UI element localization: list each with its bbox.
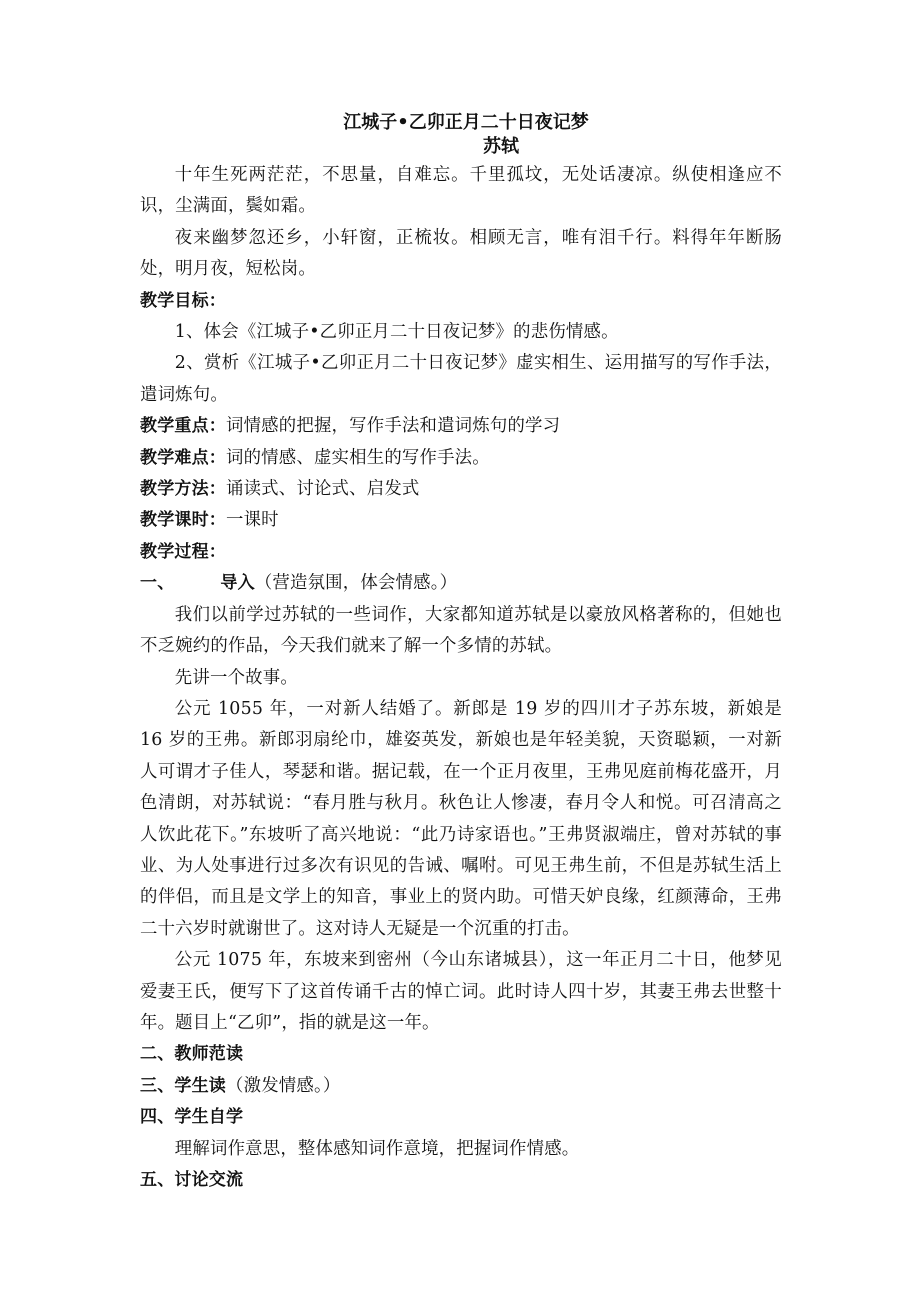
methods-label: 教学方法：: [140, 479, 226, 500]
difficulties-value: 词的情感、虚实相生的写作手法。: [226, 447, 490, 468]
step-1-paragraph-3: 公元 1055 年，一对新人结婚了。新郎是 19 岁的四川才子苏东坡，新娘是 16 岁的王弗。新郎羽扇纶巾，雄姿英发，新娘也是年轻美貌，天资聪颖，一对新人可谓才子佳人，琴瑟和谐。据记载，在一个正月夜里，王弗见庭前梅花盛开，月色清朗，对苏轼说：“春月胜与秋月。秋色让人惨凄，春月令人和悦。可召清高之人饮此花下。”东坡听了高兴地说：“此乃诗家语也。”王弗贤淑端庄，曾对苏轼的事业、为人处事进行过多次有识见的告诫、嘱咐。可见王弗生前，不但是苏轼生活上的伴侣，而且是文学上的知音，事业上的贤内助。可惜天妒良缘，红颜薄命，王弗二十六岁时就谢世了。这对诗人无疑是一个沉重的打击。: [140, 698, 782, 939]
methods-value: 诵读式、讨论式、启发式: [226, 479, 420, 500]
difficulties-label: 教学难点：: [140, 447, 226, 468]
poem-author: 苏轼: [483, 136, 519, 157]
step-1-paragraph-2: 先讲一个故事。: [174, 667, 298, 688]
objective-item-2: 2、赏析《江城子•乙卯正月二十日夜记梦》虚实相生、运用描写的写作手法，遣词炼句。: [140, 353, 782, 405]
key-points-row: [140, 411, 782, 442]
methods-row: [140, 474, 782, 505]
step-4-title: 学生自学: [174, 1107, 244, 1128]
duration-label: 教学课时：: [140, 510, 226, 531]
poem-stanza-2: 夜来幽梦忽还乡，小轩窗，正梳妆。相顾无言，唯有泪千行。料得年年断肠处，明月夜，短松岗。: [140, 227, 782, 280]
key-points-value: 词情感的把握，写作手法和遣词炼句的学习: [226, 416, 561, 437]
step-5-heading: [140, 1165, 782, 1196]
step-1-paragraph-1: 我们以前学过苏轼的一些词作，大家都知道苏轼是以豪放风格著称的，但她也不乏婉约的作品，今天我们就来了解一个多情的苏轼。: [140, 604, 782, 657]
step-3-heading: [140, 1071, 782, 1102]
step-1-heading: [140, 568, 782, 599]
step-2-title: 教师范读: [174, 1044, 244, 1065]
step-1-note: （营造氛围，体会情感。）: [254, 573, 458, 594]
step-4-number: 四、: [140, 1107, 175, 1128]
difficulties-row: [140, 443, 782, 474]
step-4-paragraph-1: 理解词作意思，整体感知词作意境，把握词作情感。: [174, 1138, 580, 1159]
step-2-heading: [140, 1039, 782, 1070]
key-points-label: 教学重点：: [140, 416, 226, 437]
poem-stanza-1: 十年生死两茫茫，不思量，自难忘。千里孤坟，无处话凄凉。纵使相逢应不识，尘满面，鬓如霜。: [140, 165, 782, 217]
duration-row: [140, 505, 782, 536]
objective-item-1: 1、体会《江城子•乙卯正月二十日夜记梦》的悲伤情感。: [174, 322, 619, 343]
step-3-title: 学生读: [174, 1075, 227, 1096]
step-5-title: 讨论交流: [174, 1170, 244, 1190]
document-page: [140, 110, 782, 1196]
process-heading: 教学过程：: [140, 541, 226, 562]
step-1-title: 导入: [220, 573, 255, 594]
poem-title: 江城子•乙卯正月二十日夜记梦: [343, 112, 589, 133]
step-3-number: 三、: [140, 1075, 175, 1096]
step-4-heading: [140, 1102, 782, 1133]
step-3-note: （激发情感。）: [226, 1075, 341, 1096]
step-5-number: 五、: [140, 1170, 175, 1190]
step-1-paragraph-4: 公元 1075 年，东坡来到密州（今山东诸城县），这一年正月二十日，他梦见爱妻王氏，便写下了这首传诵千古的悼亡词。此时诗人四十岁，其妻王弗去世整十年。题目上“乙卯”，指的就是这一年。: [140, 950, 782, 1033]
objectives-heading: 教学目标：: [140, 290, 226, 311]
step-1-number: 一、: [140, 573, 175, 594]
step-2-number: 二、: [140, 1044, 175, 1065]
duration-value: 一课时: [226, 510, 279, 531]
